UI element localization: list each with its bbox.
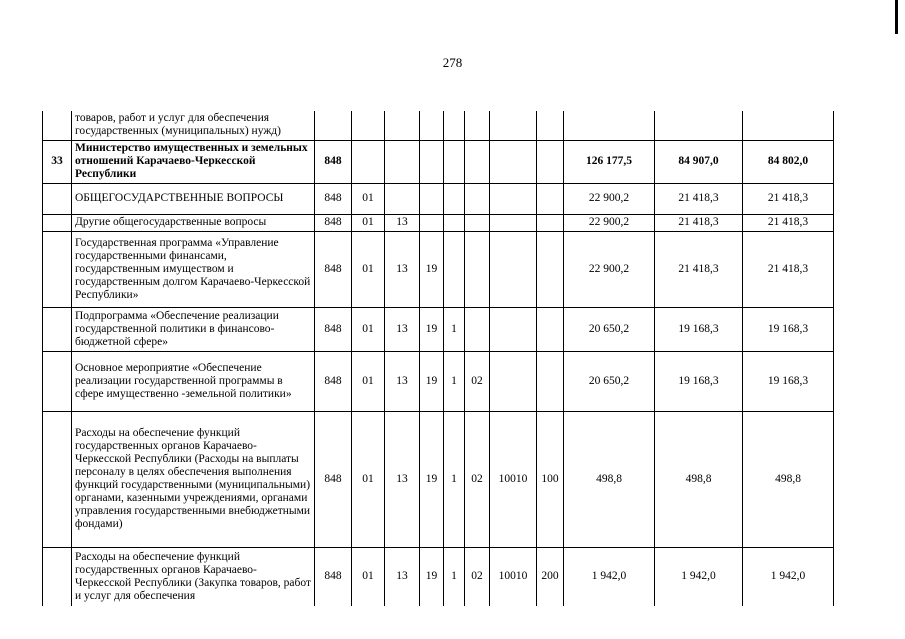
row-number	[43, 307, 72, 351]
code-ministry: 848	[315, 351, 352, 411]
scan-edge-line	[895, 0, 898, 34]
code-subprogram: 1	[444, 351, 465, 411]
code-program: 19	[420, 307, 444, 351]
code-subprogram	[444, 214, 465, 231]
code-program: 19	[420, 231, 444, 307]
code-ministry: 848	[315, 140, 352, 183]
sum-year-1: 22 900,2	[564, 231, 655, 307]
code-event	[465, 111, 490, 140]
table-row	[43, 214, 834, 231]
code-direction	[490, 307, 537, 351]
sum-year-1: 1 942,0	[564, 547, 655, 606]
code-expense-type	[537, 183, 564, 214]
code-subsection	[385, 140, 420, 183]
table-row	[43, 111, 834, 140]
code-direction: 10010	[490, 547, 537, 606]
sum-year-2: 19 168,3	[655, 307, 743, 351]
sum-year-1: 20 650,2	[564, 307, 655, 351]
row-number	[43, 183, 72, 214]
code-section: 01	[352, 411, 385, 547]
sum-year-2: 21 418,3	[655, 214, 743, 231]
code-program: 19	[420, 547, 444, 606]
row-number	[43, 231, 72, 307]
row-name: Министерство имущественных и земельных отношений Карачаево-Черкесской Республики	[72, 140, 315, 183]
row-number	[43, 214, 72, 231]
code-expense-type	[537, 111, 564, 140]
page-number: 278	[442, 55, 463, 70]
code-program	[420, 183, 444, 214]
code-subsection: 13	[385, 411, 420, 547]
code-direction	[490, 140, 537, 183]
sum-year-2: 21 418,3	[655, 231, 743, 307]
code-section: 01	[352, 231, 385, 307]
table-row	[43, 351, 834, 411]
table-row	[43, 231, 834, 307]
sum-year-3: 21 418,3	[743, 231, 834, 307]
sum-year-1: 22 900,2	[564, 183, 655, 214]
sum-year-2: 498,8	[655, 411, 743, 547]
code-subsection: 13	[385, 547, 420, 606]
table-row	[43, 411, 834, 547]
code-direction	[490, 351, 537, 411]
sum-year-3	[743, 111, 834, 140]
code-subprogram	[444, 140, 465, 183]
row-number	[43, 111, 72, 140]
code-ministry: 848	[315, 183, 352, 214]
code-ministry: 848	[315, 231, 352, 307]
row-name: Основное мероприятие «Обеспечение реализации государственной программы в сфере имущественно -земельной политики»	[72, 351, 315, 411]
code-event: 02	[465, 351, 490, 411]
table-row	[43, 547, 834, 606]
code-expense-type: 100	[537, 411, 564, 547]
sum-year-1: 20 650,2	[564, 351, 655, 411]
code-ministry: 848	[315, 214, 352, 231]
sum-year-1	[564, 111, 655, 140]
code-program: 19	[420, 411, 444, 547]
sum-year-3: 21 418,3	[743, 214, 834, 231]
sum-year-3: 21 418,3	[743, 183, 834, 214]
code-section: 01	[352, 307, 385, 351]
sum-year-2: 84 907,0	[655, 140, 743, 183]
table-row	[43, 140, 834, 183]
row-name: Расходы на обеспечение функций государственных органов Карачаево-Черкесской Республики (Закупка товаров, работ и услуг для обеспечения	[72, 547, 315, 606]
code-event	[465, 140, 490, 183]
code-direction	[490, 214, 537, 231]
code-direction	[490, 231, 537, 307]
sum-year-3: 1 942,0	[743, 547, 834, 606]
sum-year-1: 126 177,5	[564, 140, 655, 183]
code-subsection: 13	[385, 231, 420, 307]
code-event: 02	[465, 547, 490, 606]
code-event: 02	[465, 411, 490, 547]
code-subsection	[385, 183, 420, 214]
budget-table	[42, 111, 834, 606]
code-section: 01	[352, 183, 385, 214]
row-name: Другие общегосударственные вопросы	[72, 214, 315, 231]
code-event	[465, 183, 490, 214]
code-subprogram	[444, 183, 465, 214]
sum-year-1: 498,8	[564, 411, 655, 547]
sum-year-1: 22 900,2	[564, 214, 655, 231]
row-name: ОБЩЕГОСУДАРСТВЕННЫЕ ВОПРОСЫ	[72, 183, 315, 214]
row-name: Подпрограмма «Обеспечение реализации государственной политики в финансово-бюджетной сфере»	[72, 307, 315, 351]
sum-year-2	[655, 111, 743, 140]
code-subprogram: 1	[444, 411, 465, 547]
code-event	[465, 231, 490, 307]
code-expense-type	[537, 214, 564, 231]
sum-year-3: 84 802,0	[743, 140, 834, 183]
table-row	[43, 307, 834, 351]
sum-year-3: 498,8	[743, 411, 834, 547]
code-section	[352, 111, 385, 140]
row-name: Государственная программа «Управление государственными финансами, государственным имуществом и государственным долгом Карачаево-Черкесской Республики»	[72, 231, 315, 307]
code-subsection: 13	[385, 214, 420, 231]
code-subsection: 13	[385, 351, 420, 411]
code-subprogram: 1	[444, 547, 465, 606]
sum-year-2: 1 942,0	[655, 547, 743, 606]
code-program	[420, 214, 444, 231]
code-subsection: 13	[385, 307, 420, 351]
code-section: 01	[352, 214, 385, 231]
code-ministry	[315, 111, 352, 140]
code-expense-type	[537, 231, 564, 307]
code-ministry: 848	[315, 307, 352, 351]
code-subsection	[385, 111, 420, 140]
code-subprogram	[444, 111, 465, 140]
code-direction	[490, 111, 537, 140]
code-direction: 10010	[490, 411, 537, 547]
sum-year-2: 21 418,3	[655, 183, 743, 214]
row-name: товаров, работ и услуг для обеспечения государственных (муниципальных) нужд)	[72, 111, 315, 140]
code-expense-type	[537, 351, 564, 411]
code-subprogram: 1	[444, 307, 465, 351]
row-number	[43, 411, 72, 547]
row-number: 33	[43, 140, 72, 183]
code-direction	[490, 183, 537, 214]
row-name: Расходы на обеспечение функций государственных органов Карачаево-Черкесской Республики (Расходы на выплаты персоналу в целях обеспечения выполнения функций государственными (муниципальными) органами, казенными учреждениями, органами управления государственными внебюджетными фондами)	[72, 411, 315, 547]
code-program	[420, 140, 444, 183]
sum-year-3: 19 168,3	[743, 307, 834, 351]
code-program: 19	[420, 351, 444, 411]
code-section: 01	[352, 547, 385, 606]
code-expense-type	[537, 140, 564, 183]
code-section: 01	[352, 351, 385, 411]
sum-year-3: 19 168,3	[743, 351, 834, 411]
code-event	[465, 307, 490, 351]
table-row	[43, 183, 834, 214]
code-section	[352, 140, 385, 183]
sum-year-2: 19 168,3	[655, 351, 743, 411]
code-expense-type	[537, 307, 564, 351]
code-expense-type: 200	[537, 547, 564, 606]
code-ministry: 848	[315, 547, 352, 606]
code-event	[465, 214, 490, 231]
row-number	[43, 547, 72, 606]
row-number	[43, 351, 72, 411]
code-ministry: 848	[315, 411, 352, 547]
code-subprogram	[444, 231, 465, 307]
code-program	[420, 111, 444, 140]
